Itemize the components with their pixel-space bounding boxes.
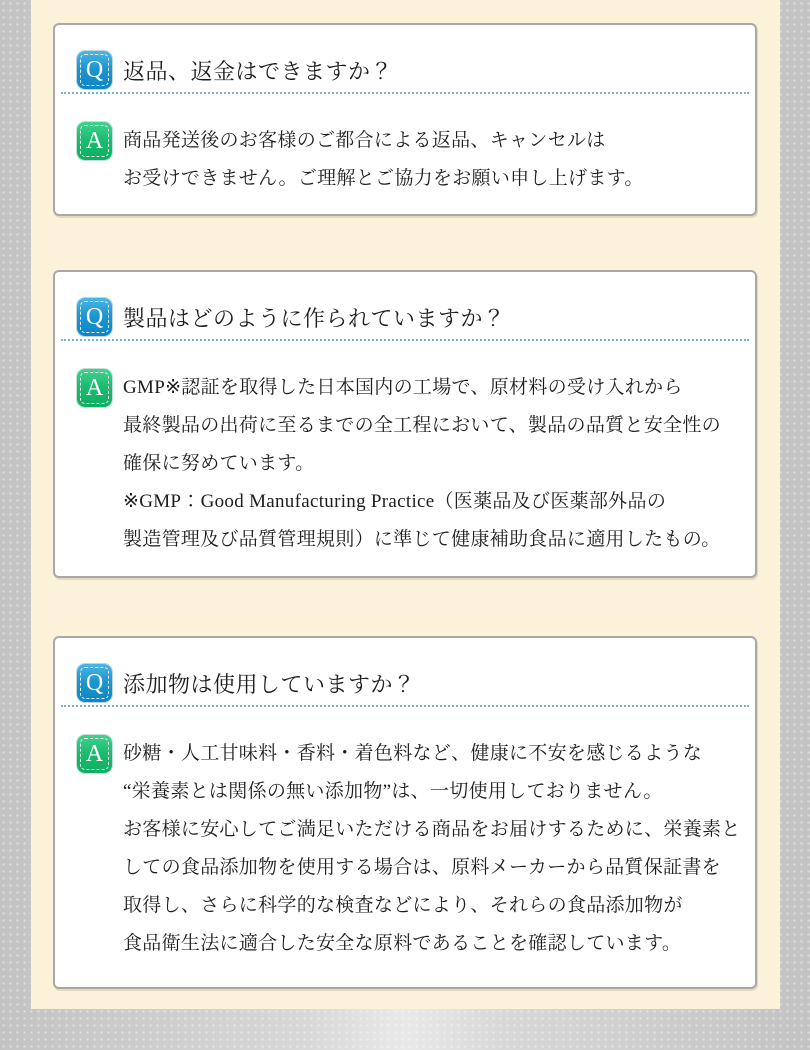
answer-icon: A — [77, 735, 112, 773]
question-icon: Q — [77, 664, 112, 702]
answer-line: ※GMP：Good Manufacturing Practice（医薬品及び医薬部外品の — [123, 491, 667, 512]
answer-icon: A — [77, 122, 112, 160]
question-icon: Q — [77, 298, 112, 336]
answer-line: 商品発送後のお客様のご都合による返品、キャンセルは — [123, 130, 606, 151]
question-row — [55, 25, 755, 89]
answer-text — [123, 735, 741, 963]
question-icon: Q — [77, 51, 112, 89]
answer-row — [55, 94, 755, 198]
answer-line: 取得し、さらに科学的な検査などにより、それらの食品添加物が — [123, 895, 683, 916]
answer-text — [123, 369, 721, 559]
faq-content-area — [31, 0, 780, 1009]
question-text: 返品、返金はできますか？ — [123, 58, 394, 84]
answer-row — [55, 707, 755, 963]
question-text: 製品はどのように作られていますか？ — [123, 305, 506, 331]
answer-row — [55, 341, 755, 559]
answer-line: しての食品添加物を使用する場合は、原料メーカーから品質保証書を — [123, 857, 721, 878]
answer-line: お受けできません。ご理解とご協力をお願い申し上げます。 — [123, 168, 644, 189]
answer-line: “栄養素とは関係の無い添加物”は、一切使用しておりません。 — [123, 781, 663, 802]
question-row — [55, 272, 755, 336]
answer-line: 製造管理及び品質管理規則）に準じて健康補助食品に適用したもの。 — [123, 529, 721, 550]
faq-card-returns — [53, 23, 757, 216]
answer-line: 砂糖・人工甘味料・香料・着色料など、健康に不安を感じるような — [123, 743, 703, 764]
faq-card-additives — [53, 636, 757, 989]
faq-card-manufacturing — [53, 270, 757, 578]
answer-line: お客様に安心してご満足いただける商品をお届けするために、栄養素と — [123, 819, 741, 840]
answer-icon: A — [77, 369, 112, 407]
question-row — [55, 638, 755, 702]
answer-line: GMP※認証を取得した日本国内の工場で、原材料の受け入れから — [123, 377, 683, 398]
question-text: 添加物は使用していますか？ — [123, 671, 416, 697]
answer-text — [123, 122, 644, 198]
answer-line: 最終製品の出荷に至るまでの全工程において、製品の品質と安全性の — [123, 415, 721, 436]
answer-line: 確保に努めています。 — [123, 453, 315, 474]
answer-line: 食品衛生法に適合した安全な原料であることを確認しています。 — [123, 933, 682, 954]
